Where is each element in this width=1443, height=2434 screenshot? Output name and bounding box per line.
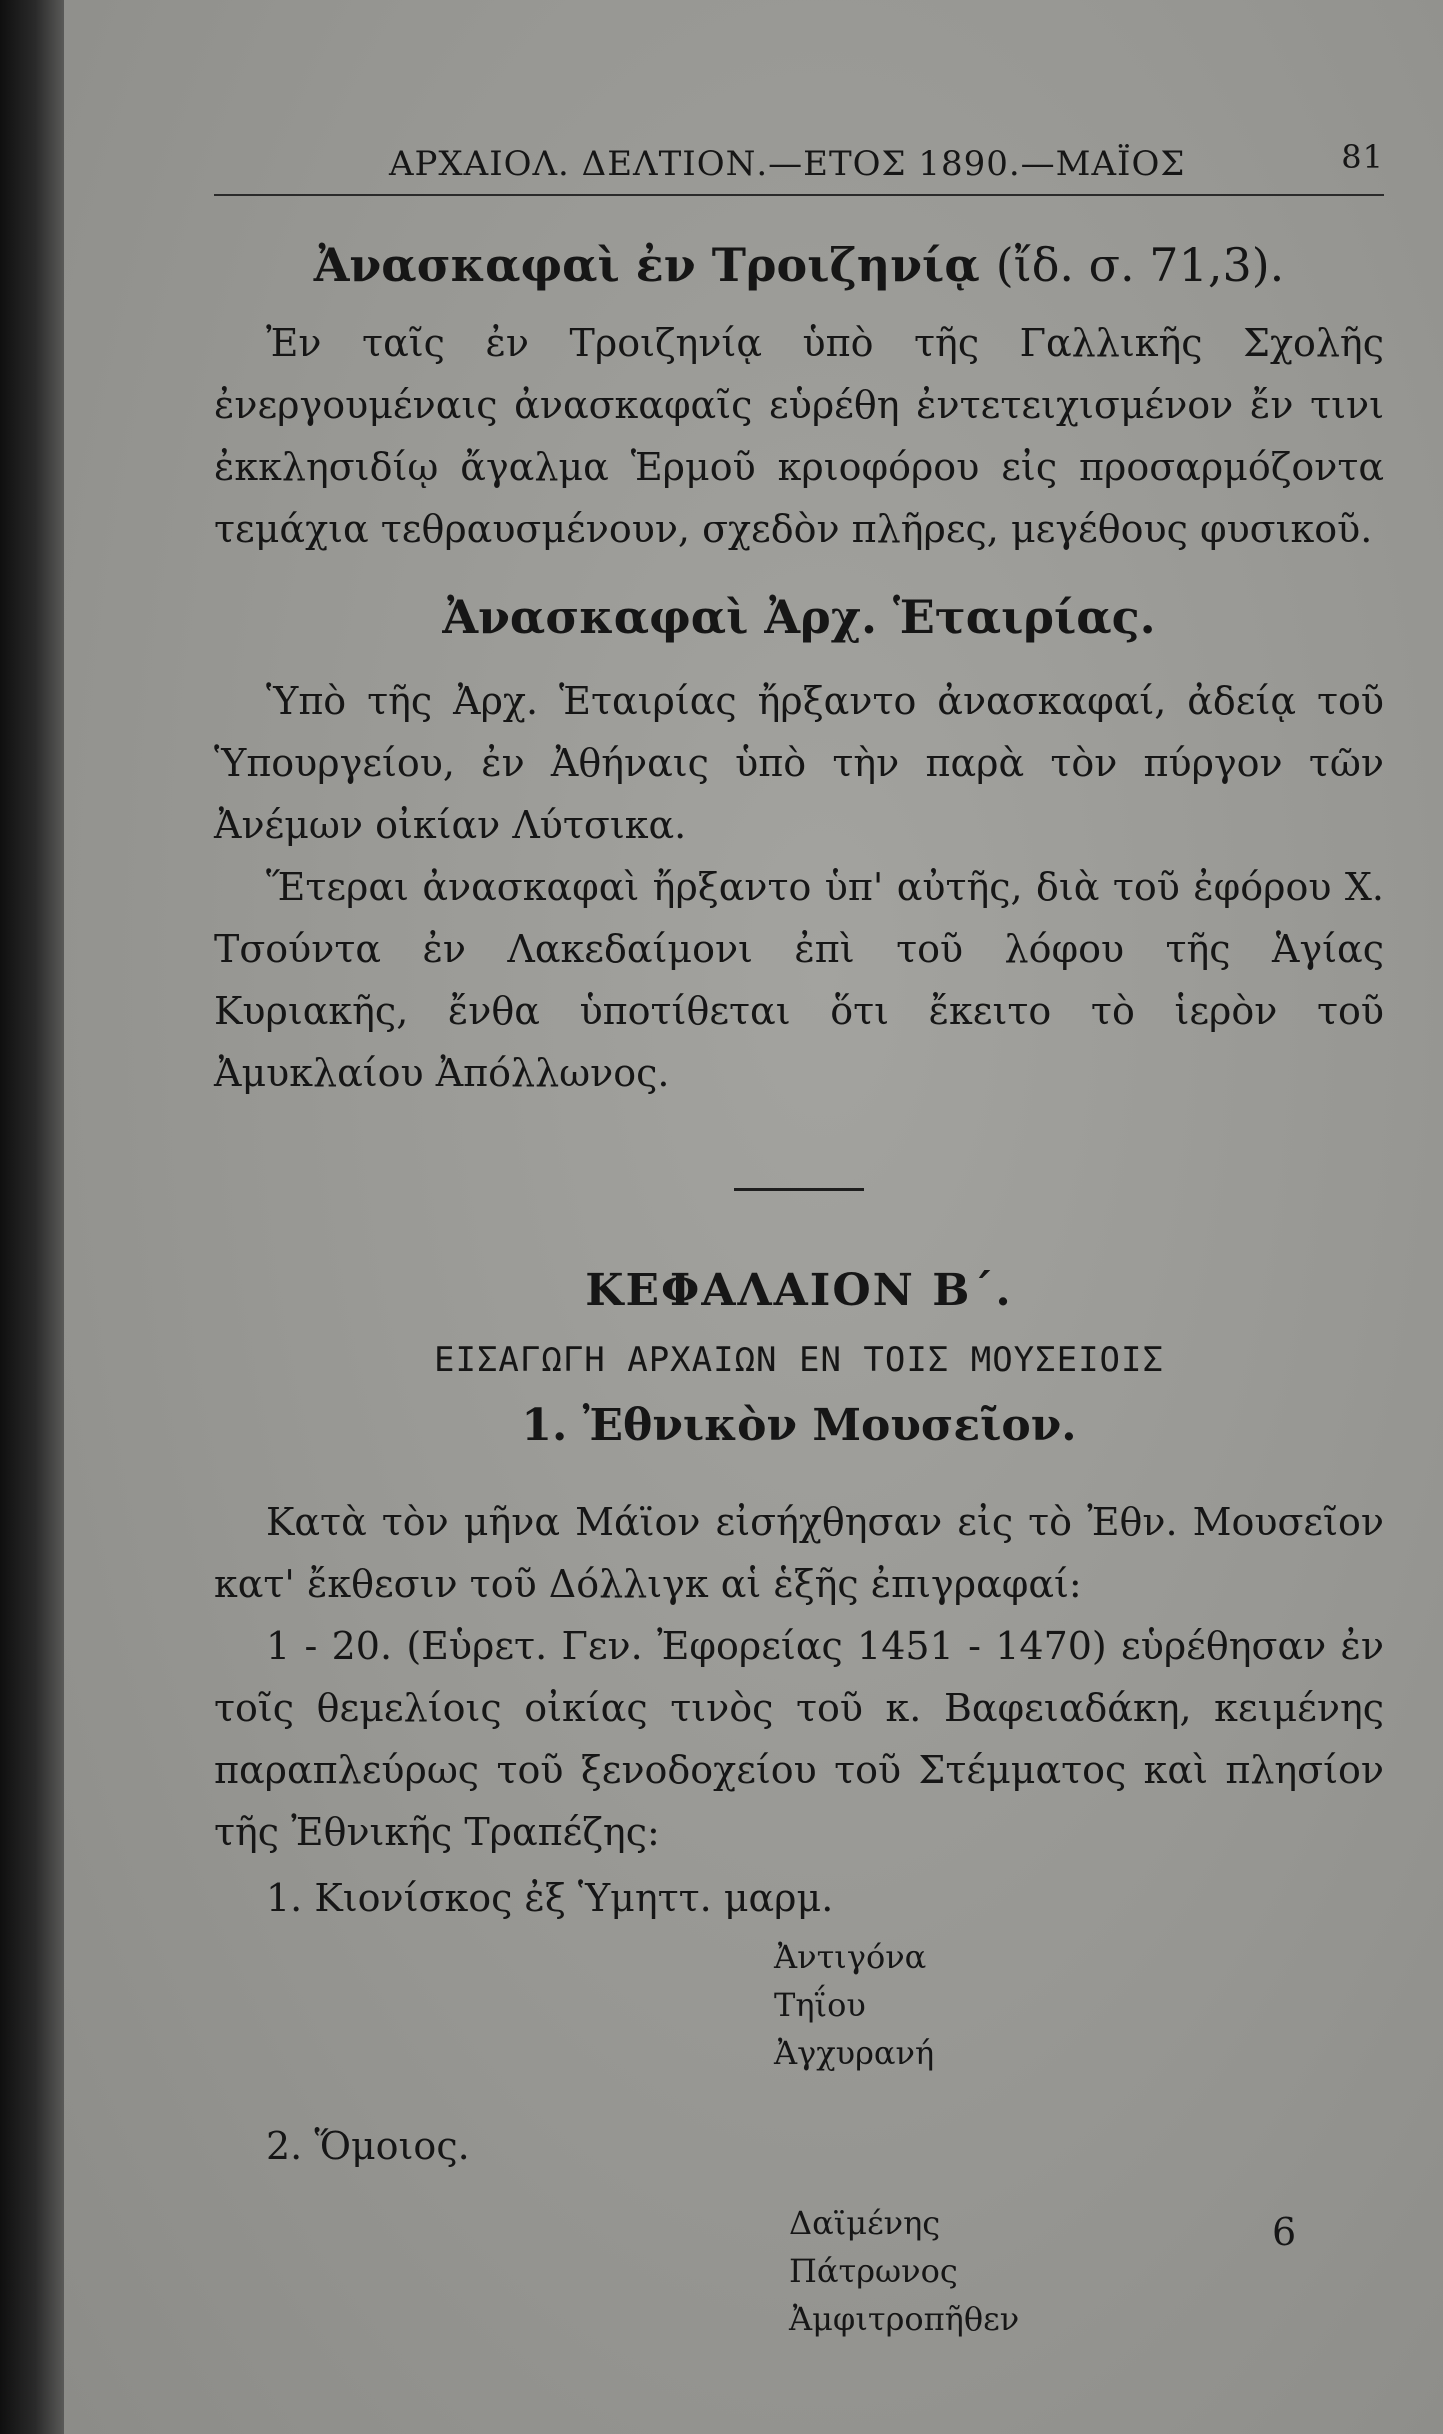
section-heading-troezen-text: Ἀνασκαφαὶ ἐν Τροιζηνίᾳ	[313, 238, 980, 292]
section-divider	[734, 1188, 864, 1191]
book-page	[64, 0, 1443, 2434]
running-head	[214, 130, 1384, 196]
running-head-title: ΑΡΧΑΙΟΛ. ΔΕΛΤΙΟΝ.—ΕΤΟΣ 1890.—ΜΑΪΟΣ	[389, 144, 1186, 184]
inscription-line: Δαϊμένης	[789, 2204, 941, 2242]
inscription-line: Ἀγχυρανή	[774, 2034, 935, 2072]
page-number: 81	[1341, 138, 1384, 176]
chapter-title: ΚΕΦΑΛΑΙΟΝ Β΄.	[585, 1265, 1013, 1316]
inscription-item-1-label: 1. Κιονίσκος ἐξ Ὑμηττ. μαρμ.	[266, 1876, 834, 1920]
inscription-item-2-label: 2. Ὅμοιος.	[266, 2124, 470, 2168]
page-content	[214, 130, 1384, 2343]
paragraph-inscriptions-range: 1 - 20. (Εὑρετ. Γεν. Ἐφορείας 1451 - 1470) εὑρέθησαν ἐν τοῖς θεμελίοις οἰκίας τινὸς τοῦ κ. Βαφειαδάκη, κειμένης παραπλεύρως τοῦ ξενοδοχείου τοῦ Στέμματος καὶ πλησίον τῆς Ἐθνικῆς Τραπέζης:	[214, 1624, 1384, 1854]
section-heading-troezen-ref: (ἴδ. σ. 71,3).	[995, 238, 1285, 292]
inscription-item-1-text	[774, 1933, 1384, 2077]
inscription-line: Ἀμφιτροπῆθεν	[789, 2300, 1020, 2338]
paragraph-troezen: Ἐν ταῖς ἐν Τροιζηνίᾳ ὑπὸ τῆς Γαλλικῆς Σχολῆς ἐνεργουμέναις ἀνασκαφαῖς εὑρέθη ἐντετειχισμένον ἔν τινι ἐκκλησιδίῳ ἄγαλμα Ἑρμοῦ κριοφόρου εἰς προσαρμόζοντα τεμάχια τεθραυσμένουν, σχεδὸν πλῆρες, μεγέθους φυσικοῦ.	[214, 321, 1384, 551]
book-spine-shadow	[0, 0, 64, 2434]
paragraph-society-laconia: Ἕτεραι ἀνασκαφαὶ ἤρξαντο ὑπ' αὐτῆς, διὰ τοῦ ἐφόρου Χ. Τσούντα ἐν Λακεδαίμονι ἐπὶ τοῦ λόφου τῆς Ἁγίας Κυριακῆς, ἔνθα ὑποτίθεται ὅτι ἔκειτο τὸ ἱερὸν τοῦ Ἀμυκλαίου Ἀπόλλωνος.	[214, 865, 1384, 1095]
paragraph-society-athens: Ὑπὸ τῆς Ἀρχ. Ἑταιρίας ἤρξαντο ἀνασκαφαί, ἀδείᾳ τοῦ Ὑπουργείου, ἐν Ἀθήναις ὑπὸ τὴν παρὰ τὸν πύργον τῶν Ἀνέμων οἰκίαν Λύτσικα.	[214, 679, 1384, 847]
museum-heading: 1. Ἐθνικὸν Μουσεῖον.	[521, 1400, 1077, 1451]
inscription-line: Τηΐου	[774, 1986, 866, 2024]
inscription-line: Πάτρωνος	[789, 2252, 958, 2290]
section-heading-society: Ἀνασκαφαὶ Ἀρχ. Ἑταιρίας.	[442, 590, 1156, 644]
chapter-subtitle: ΕΙΣΑΓΩΓΗ ΑΡΧΑΙΩΝ ΕΝ ΤΟΙΣ ΜΟΥΣΕΙΟΙΣ	[434, 1340, 1164, 1380]
inscription-line: Ἀντιγόνα	[774, 1938, 927, 1976]
signature-mark: 6	[1272, 2210, 1297, 2254]
paragraph-museum-intro: Κατὰ τὸν μῆνα Μάϊον εἰσήχθησαν εἰς τὸ Ἐθν. Μουσεῖον κατ' ἔκθεσιν τοῦ Δόλλιγκ αἱ ἑξῆς ἐπιγραφαί:	[214, 1500, 1384, 1606]
section-heading-troezen	[214, 238, 1384, 292]
